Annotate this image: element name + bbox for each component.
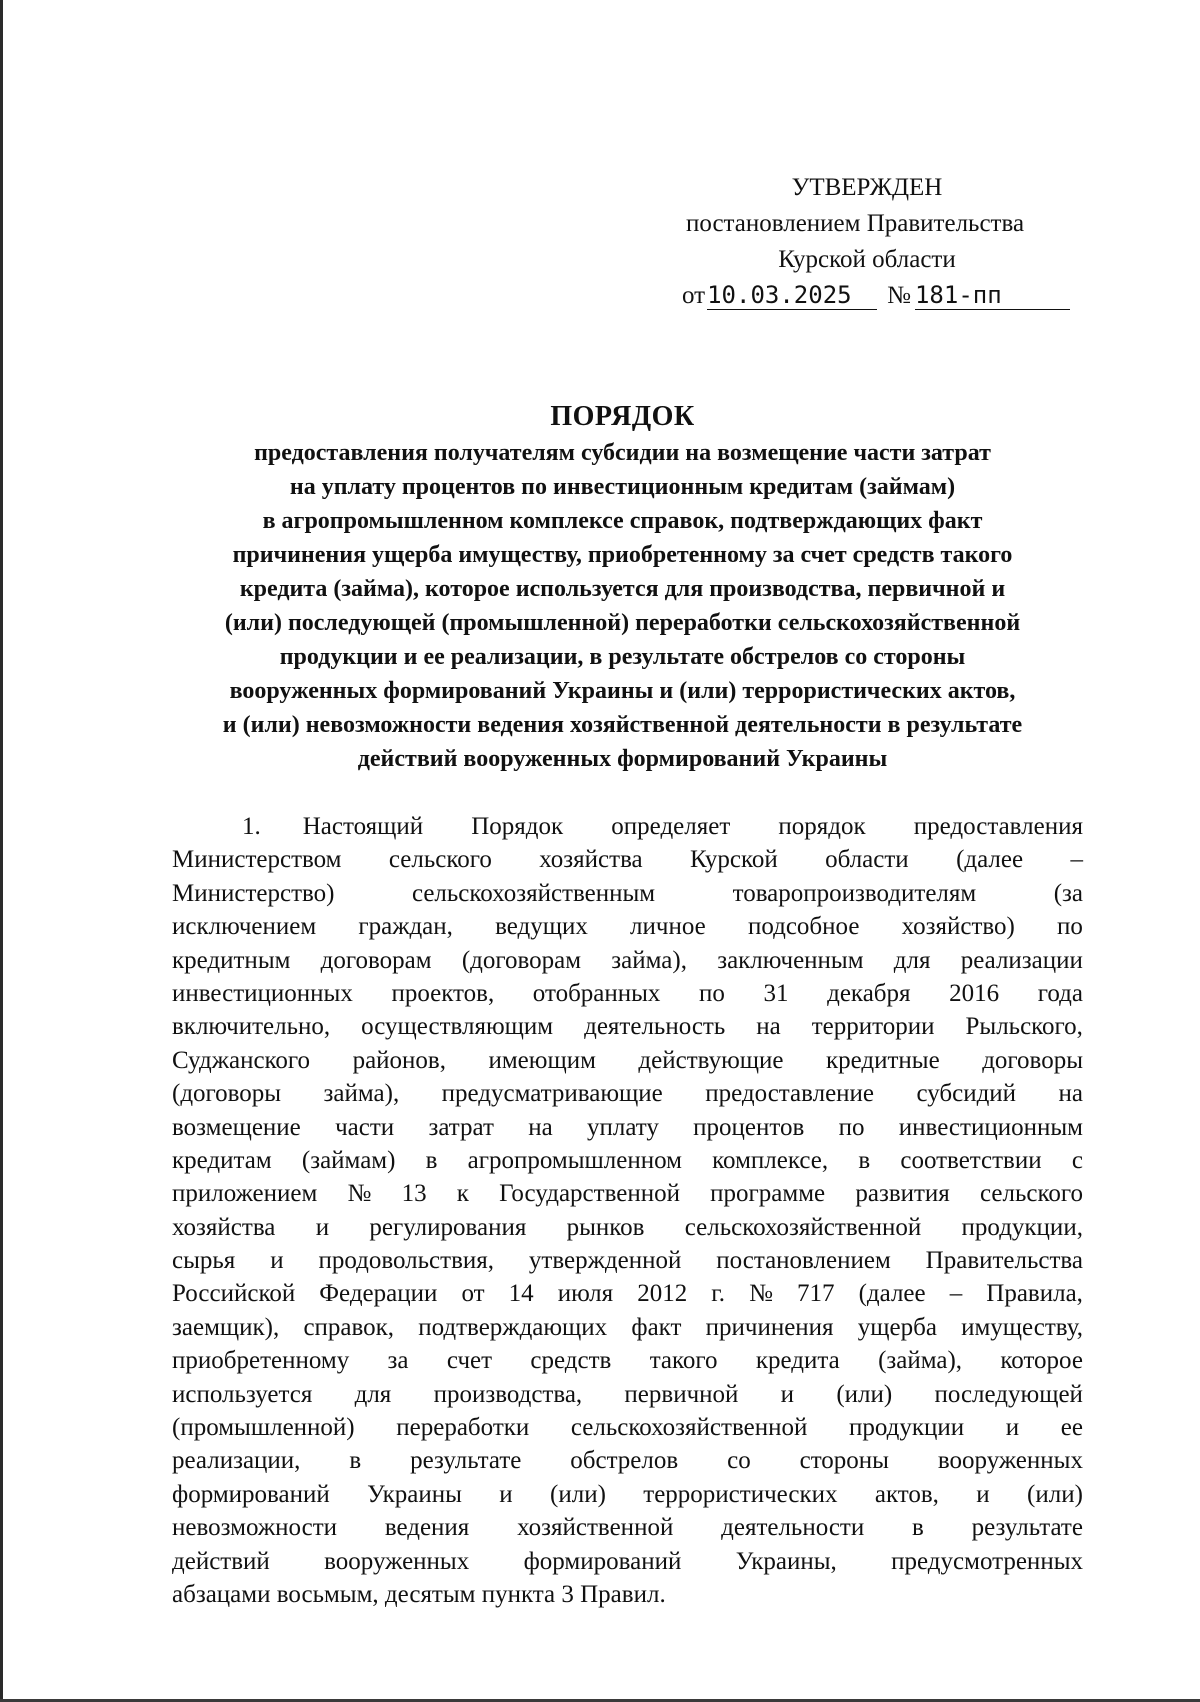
word: Федерации — [319, 1280, 438, 1308]
word: имеющим — [488, 1046, 596, 1074]
paragraph-line — [172, 977, 1083, 1010]
date-number-line — [610, 278, 1100, 314]
paragraph-line — [172, 843, 1083, 876]
subtitle-line: кредита (займа), которое используется для производства, первичной и — [239, 576, 1006, 602]
word: в — [858, 1146, 871, 1174]
word: сельскохозяйственной — [684, 1213, 922, 1241]
word: кредита — [755, 1347, 840, 1375]
subtitle-line: (или) последующей (промышленной) переработки сельскохозяйственной — [224, 610, 1021, 636]
word: уплату — [586, 1113, 659, 1141]
word: кредитные — [825, 1046, 940, 1074]
word: сельскохозяйственной — [570, 1414, 808, 1442]
section-1-first-line — [172, 810, 1083, 843]
word: Министерством — [172, 846, 342, 874]
approval-number: 181-пп — [915, 281, 1070, 310]
word: для — [354, 1380, 392, 1408]
word: и — [315, 1213, 330, 1241]
word: актов, — [874, 1480, 939, 1508]
word: Украины — [367, 1480, 462, 1508]
word: невозможности — [172, 1514, 338, 1542]
paragraph-line — [172, 1111, 1083, 1144]
paragraph-line — [172, 1211, 1083, 1244]
subtitle-line: и (или) невозможности ведения хозяйственной деятельности в результате — [222, 712, 1023, 738]
document-title: ПОРЯДОК — [550, 401, 695, 432]
word: результате — [971, 1514, 1083, 1542]
word: производства, — [433, 1380, 583, 1408]
word: договоры — [982, 1046, 1083, 1074]
word: формирований — [172, 1480, 330, 1508]
word: определяет — [611, 813, 731, 840]
paragraph-line — [172, 910, 1083, 943]
word: счет — [446, 1347, 493, 1375]
word: в — [425, 1146, 438, 1174]
word: подсобное — [747, 913, 860, 941]
word: Украины, — [735, 1547, 837, 1575]
subtitle-line: вооруженных формирований Украины и (или) террористических актов, — [229, 678, 1016, 704]
word: такого — [649, 1347, 718, 1375]
word: № — [347, 1180, 372, 1208]
paragraph-line — [172, 1344, 1083, 1377]
word: декабря — [827, 979, 911, 1007]
word: последующей — [934, 1380, 1083, 1408]
word: (далее — [956, 846, 1024, 874]
word: деятельности — [721, 1514, 865, 1542]
paragraph-line — [172, 1478, 1083, 1511]
word: для — [893, 946, 931, 974]
paragraph-line — [172, 1545, 1083, 1578]
word: проектов, — [391, 979, 495, 1007]
word: переработки — [396, 1414, 530, 1442]
word: к — [456, 1180, 469, 1208]
paragraph-line — [172, 1311, 1083, 1344]
word: комплексе, — [712, 1146, 829, 1174]
word: подтверждающих — [418, 1313, 608, 1341]
subtitle-line: предоставления получателям субсидии на возмещение части затрат — [254, 440, 991, 466]
paragraph-line — [172, 1511, 1083, 1544]
word: обстрелов — [570, 1447, 679, 1475]
word: ее — [1060, 1414, 1083, 1442]
paragraph-line — [172, 1077, 1083, 1110]
word: Министерство) — [172, 879, 335, 907]
word: ведущих — [495, 913, 588, 941]
word: районов, — [352, 1046, 446, 1074]
word: отобранных — [532, 979, 661, 1007]
word: постановлением — [716, 1247, 891, 1275]
word: 2016 — [949, 979, 1000, 1007]
paragraph-line — [172, 1010, 1083, 1043]
word: хозяйственной — [517, 1514, 674, 1542]
word: кредитным — [172, 946, 291, 974]
document-title-block — [160, 398, 1085, 776]
word: ведения — [384, 1514, 470, 1542]
section-1-body — [172, 843, 1083, 1611]
word: предоставление — [705, 1080, 875, 1108]
word: формирований — [523, 1547, 682, 1575]
word: в — [912, 1514, 924, 1542]
word: года — [1037, 979, 1083, 1007]
word: деятельность — [584, 1013, 726, 1041]
word: имуществу, — [961, 1313, 1083, 1341]
word: субсидий — [916, 1080, 1017, 1108]
word: факт — [631, 1313, 682, 1341]
word: сельскохозяйственным — [411, 879, 656, 907]
word: с — [1071, 1146, 1083, 1174]
word: заемщик), — [172, 1313, 280, 1341]
word: (договоры — [172, 1080, 282, 1108]
word: на — [756, 1013, 781, 1041]
word: сельского — [980, 1180, 1083, 1208]
paragraph-line — [172, 1144, 1083, 1177]
word: 31 — [763, 979, 789, 1007]
word: результате — [410, 1447, 522, 1475]
word: хозяйства — [172, 1213, 276, 1241]
document-subtitle — [160, 436, 1085, 776]
word: агропромышленном — [467, 1146, 682, 1174]
word: на — [528, 1113, 553, 1141]
subtitle-line: на уплату процентов по инвестиционным кредитам (займам) — [289, 474, 956, 500]
word: территории — [811, 1013, 935, 1041]
paragraph-line — [172, 944, 1083, 977]
word: товаропроизводителям — [732, 879, 977, 907]
word: справок, — [303, 1313, 395, 1341]
paragraph-line: абзацами восьмым, десятым пункта 3 Правил. — [172, 1580, 666, 1608]
word: Правительства — [925, 1247, 1083, 1275]
word: Курской — [690, 846, 778, 874]
word: Рыльского, — [965, 1013, 1083, 1041]
word: ущерба — [857, 1313, 937, 1341]
date-prefix: от — [682, 282, 706, 309]
word: реализации — [960, 946, 1083, 974]
word: Государственной — [499, 1180, 680, 1208]
word: вооруженных — [937, 1447, 1083, 1475]
word: исключением — [172, 913, 317, 941]
number-prefix: № — [887, 282, 911, 309]
word: регулирования — [369, 1213, 527, 1241]
word: и — [976, 1480, 990, 1508]
word: июля — [557, 1280, 614, 1308]
word: приложением — [172, 1180, 318, 1208]
word: продовольствия, — [318, 1247, 495, 1275]
word: Порядок — [471, 813, 564, 840]
word: граждан, — [358, 913, 453, 941]
approval-date: 10.03.2025 — [707, 281, 877, 310]
word: (займам) — [301, 1146, 396, 1174]
word: реализации, — [172, 1447, 301, 1475]
word: террористических — [643, 1480, 838, 1508]
word: договорам — [320, 946, 432, 974]
subtitle-line: в агропромышленном комплексе справок, подтверждающих факт — [262, 508, 983, 534]
word: Российской — [172, 1280, 296, 1308]
word: части — [335, 1113, 395, 1141]
paragraph-line — [172, 1444, 1083, 1477]
word: продукции, — [961, 1213, 1083, 1241]
word: утвержденной — [528, 1247, 682, 1275]
word: причинения — [705, 1313, 834, 1341]
word: предоставления — [913, 813, 1083, 840]
approval-block — [610, 170, 1100, 314]
word: вооруженных — [324, 1547, 470, 1575]
paragraph-line — [172, 1177, 1083, 1210]
word: процентов — [693, 1113, 805, 1141]
word: 2012 — [637, 1280, 688, 1308]
word: используется — [172, 1380, 313, 1408]
word: Настоящий — [302, 813, 424, 840]
word: предусматривающие — [441, 1080, 663, 1108]
word: рынков — [566, 1213, 645, 1241]
word: сельского — [388, 846, 492, 874]
word: (промышленной) — [172, 1414, 355, 1442]
paragraph-line — [172, 1244, 1083, 1277]
word: затрат — [428, 1113, 494, 1141]
paragraph-line — [172, 1411, 1083, 1444]
word: области — [825, 846, 909, 874]
word: хозяйство) — [901, 913, 1015, 941]
section-1-first-line-text — [303, 810, 1083, 843]
subtitle-line: действий вооруженных формирований Украины — [357, 746, 888, 772]
word: (договорам — [461, 946, 582, 974]
subtitle-line: причинения ущерба имуществу, приобретенному за счет средств такого — [232, 542, 1013, 568]
section-number: 1. — [242, 813, 261, 840]
word: в — [349, 1447, 362, 1475]
word: Суджанского — [172, 1046, 311, 1074]
word: личное — [630, 913, 706, 941]
word: (или) — [836, 1380, 893, 1408]
approved-by-line: постановлением Правительства — [685, 210, 1025, 237]
word: кредитам — [172, 1146, 272, 1174]
word: заключенным — [717, 946, 864, 974]
word: 717 — [797, 1280, 835, 1308]
word: и — [270, 1247, 284, 1275]
word: хозяйства — [539, 846, 643, 874]
word: г. — [711, 1280, 725, 1308]
word: и — [499, 1480, 513, 1508]
word: 14 — [508, 1280, 534, 1308]
word: соответствии — [900, 1146, 1042, 1174]
scan-left-edge — [0, 0, 3, 1702]
word: от — [461, 1280, 485, 1308]
paragraph-line — [172, 1044, 1083, 1077]
word: порядок — [778, 813, 866, 840]
word: и — [1005, 1414, 1020, 1442]
word: программе — [710, 1180, 826, 1208]
word: (далее — [858, 1280, 926, 1308]
paragraph-line — [172, 1277, 1083, 1310]
word: инвестиционных — [172, 979, 353, 1007]
subtitle-line: продукции и ее реализации, в результате обстрелов со стороны — [279, 644, 966, 670]
word: включительно, — [172, 1013, 331, 1041]
word: и — [780, 1380, 795, 1408]
region-line: Курской области — [778, 246, 956, 273]
word: приобретенному — [172, 1347, 350, 1375]
word: за — [387, 1347, 409, 1375]
word: по — [838, 1113, 865, 1141]
word: которое — [1000, 1347, 1083, 1375]
word: со — [727, 1447, 751, 1475]
word: возмещение — [172, 1113, 301, 1141]
word: инвестиционным — [898, 1113, 1083, 1141]
word: Правила, — [986, 1280, 1083, 1308]
word: – — [949, 1280, 963, 1308]
word: (займа), — [878, 1347, 963, 1375]
word: по — [1057, 913, 1083, 941]
word: – — [1070, 846, 1083, 874]
word: по — [699, 979, 725, 1007]
paragraph-line — [172, 877, 1083, 910]
word: (или) — [550, 1480, 606, 1508]
word: первичной — [624, 1380, 739, 1408]
section-1 — [172, 810, 1083, 1611]
word: действующие — [638, 1046, 784, 1074]
word: (или) — [1027, 1480, 1083, 1508]
word: развития — [855, 1180, 950, 1208]
approved-label: УТВЕРЖДЕН — [791, 174, 943, 201]
word: (за — [1053, 879, 1083, 907]
word: продукции — [848, 1414, 965, 1442]
word: сырья — [172, 1247, 236, 1275]
word: предусмотренных — [891, 1547, 1083, 1575]
word: действий — [172, 1547, 270, 1575]
word: займа), — [323, 1080, 400, 1108]
word: на — [1058, 1080, 1083, 1108]
word: осуществляющим — [361, 1013, 554, 1041]
word: средств — [530, 1347, 612, 1375]
word: № — [749, 1280, 773, 1308]
word: займа), — [611, 946, 687, 974]
word: стороны — [799, 1447, 889, 1475]
word: 13 — [401, 1180, 427, 1208]
paragraph-line — [172, 1378, 1083, 1411]
